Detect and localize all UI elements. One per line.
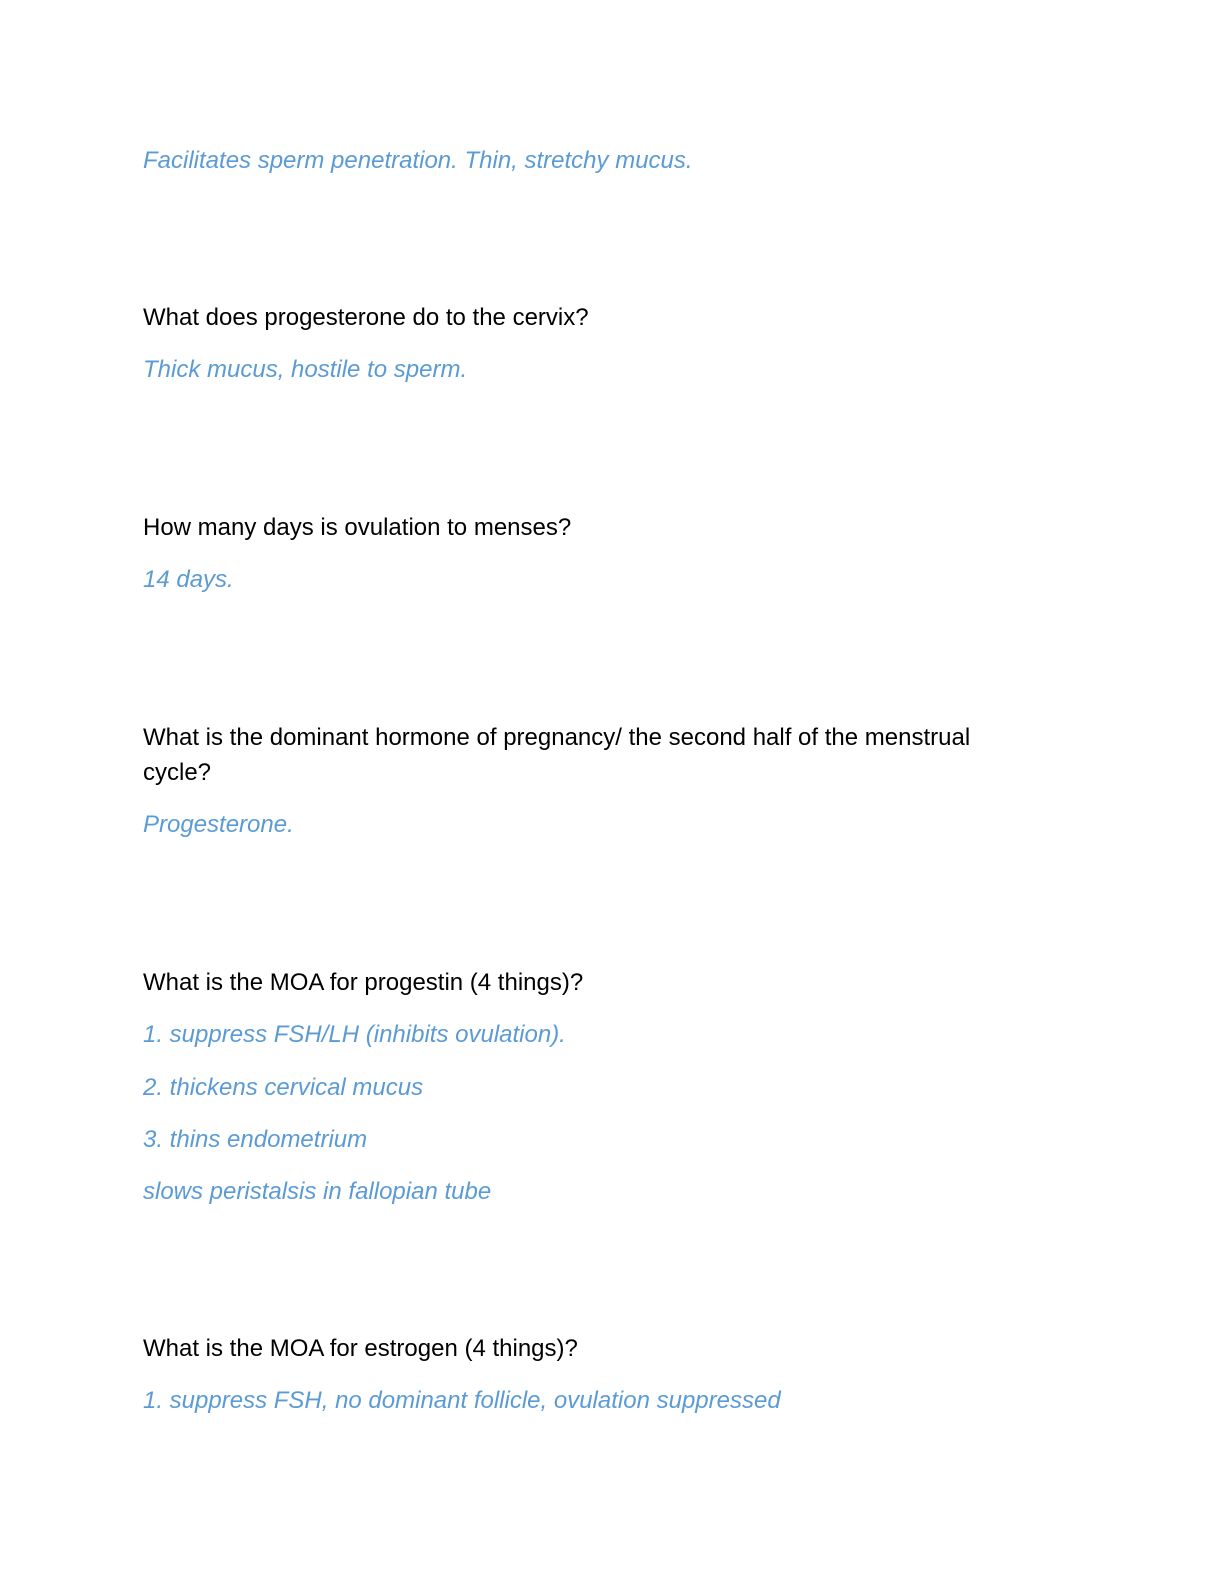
answer-list-item: 1. suppress FSH, no dominant follicle, ovulation suppressed — [143, 1387, 781, 1414]
question-text: What is the MOA for estrogen (4 things)? — [143, 1335, 578, 1362]
answer-list-item: 3. thins endometrium — [143, 1126, 368, 1153]
answer-text: 14 days. — [143, 566, 234, 593]
answer-text: Facilitates sperm penetration. Thin, stretchy mucus. — [143, 147, 693, 174]
answer-list-item: slows peristalsis in fallopian tube — [143, 1178, 492, 1205]
answer-list-item: 1. suppress FSH/LH (inhibits ovulation). — [143, 1021, 566, 1048]
question-text: What does progesterone do to the cervix? — [143, 304, 589, 331]
question-text: How many days is ovulation to menses? — [143, 514, 572, 541]
answer-text: Thick mucus, hostile to sperm. — [143, 356, 468, 383]
answer-text: Progesterone. — [143, 811, 294, 838]
question-text-line-1: What is the dominant hormone of pregnancy/ the second half of the menstrual — [143, 724, 971, 751]
question-text: What is the MOA for progestin (4 things)? — [143, 969, 584, 996]
question-text-line-2: cycle? — [143, 759, 212, 786]
answer-list-item: 2. thickens cervical mucus — [143, 1074, 424, 1101]
